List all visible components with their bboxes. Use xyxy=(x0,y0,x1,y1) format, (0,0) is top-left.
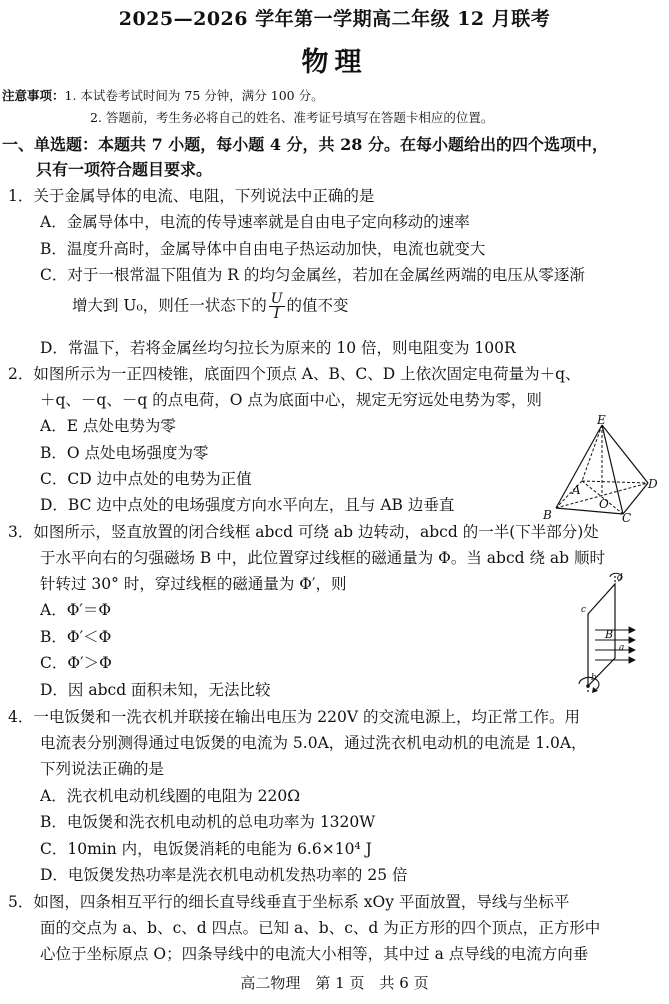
q4-stem-line-2: 电流表分别测得通过电饭煲的电流为 5.0A，通过洗衣机电动机的电流是 1.0A， xyxy=(40,734,587,752)
fraction-denominator: I xyxy=(273,306,280,322)
q3-stem-line-3: 针转过 30° 时，穿过线框的磁通量为 Φ′，则 xyxy=(40,575,347,593)
q2-option-c: C．CD 边中点处的电势为正值 xyxy=(40,470,252,488)
notice-label: 注意事项： xyxy=(2,88,65,103)
page-footer: 高二物理 第 1 页 共 6 页 xyxy=(240,974,429,992)
label-c: C xyxy=(622,511,632,523)
q3-option-d: D．因 abcd 面积未知，无法比较 xyxy=(40,681,271,699)
q1-option-d: D．常温下，若将金属丝均匀拉长为原来的 10 倍，则电阻变为 100R xyxy=(40,339,516,357)
q4-option-b: B．电饭煲和洗衣机电动机的总电功率为 1320W xyxy=(40,813,376,831)
label-a: a xyxy=(619,643,625,653)
section-heading-line-2: 只有一项符合题目要求。 xyxy=(36,160,213,179)
q4-stem-line-3: 下列说法正确的是 xyxy=(40,760,165,778)
label-a: A xyxy=(572,483,581,497)
exam-title: 2025—2026 学年第一学期高二年级 12 月联考 xyxy=(118,8,551,30)
pyramid-figure xyxy=(535,415,660,523)
q4-option-a: A．洗衣机电动机线圈的电阻为 220Ω xyxy=(40,787,301,805)
edge-ea-hidden xyxy=(582,425,602,481)
q1-stem: 1．关于金属导体的电流、电阻，下列说法中正确的是 xyxy=(8,187,375,205)
q3-stem-line-2: 于水平向右的匀强磁场 B 中，此位置穿过线框的磁通量为 Φ。当 abcd 绕 ab 顺时 xyxy=(40,549,606,567)
q1-option-b: B．温度升高时，金属导体中自由电子热运动加快，电流也就变大 xyxy=(40,240,486,258)
q3-option-a: A．Φ′＝Φ xyxy=(40,601,112,619)
q5-stem-line-1: 5．如图，四条相互平行的细长直导线垂直于坐标系 xOy 平面放置，导线与坐标平 xyxy=(8,893,570,911)
section-heading-line-1: 一、单选题：本题共 7 小题，每小题 4 分，共 28 分。在每小题给出的四个选项中， xyxy=(2,135,608,154)
q1-option-c-line-2 xyxy=(72,292,349,321)
label-c: c xyxy=(581,605,587,615)
loop-field-figure xyxy=(565,572,660,694)
q3-option-b: B．Φ′＜Φ xyxy=(40,628,112,646)
label-e: E xyxy=(597,415,606,427)
q4-option-c: C．10min 内，电饭煲消耗的电能为 6.6×10⁴ J xyxy=(40,840,372,858)
q2-option-d: D．BC 边中点处的电场强度方向水平向左，且与 AB 边垂直 xyxy=(40,496,455,514)
q2-stem-line-1: 2．如图所示为一正四棱锥，底面四个顶点 A、B、C、D 上依次固定电荷量为＋q、 xyxy=(8,365,581,383)
q5-stem-line-2: 面的交点为 a、b、c、d 四点。已知 a、b、c、d 为正方形的四个顶点，正方形中 xyxy=(40,919,601,937)
q1-option-c-line-1: C．对于一根常温下阻值为 R 的均匀金属丝，若加在金属丝两端的电压从零逐渐 xyxy=(40,266,585,284)
q4-option-d: D．电饭煲发热功率是洗衣机电动机发热功率的 25 倍 xyxy=(40,866,408,884)
subject-title: 物理 xyxy=(301,47,368,78)
q1-option-c-text-a: 增大到 U₀，则任一状态下的 xyxy=(72,296,267,315)
label-d: d xyxy=(617,573,623,583)
q3-stem-line-1: 3．如图所示，竖直放置的闭合线框 abcd 可绕 ab 边转动，abcd 的一半(下半部分)处 xyxy=(8,523,599,541)
notice-line-1 xyxy=(2,86,324,104)
q1-option-c-text-b: 的值不变 xyxy=(286,296,349,315)
q2-option-a: A．E 点处电势为零 xyxy=(40,417,176,435)
notice-item-2: 2. 答题前，考生务必将自己的姓名、准考证号填写在答题卡相应的位置。 xyxy=(90,110,494,125)
label-d: D xyxy=(648,477,658,491)
label-b: B xyxy=(543,508,552,522)
q3-option-c: C．Φ′＞Φ xyxy=(40,654,112,672)
q2-option-b: B．O 点处电场强度为零 xyxy=(40,444,209,462)
label-b: b xyxy=(591,673,597,683)
u-over-i-fraction xyxy=(269,292,285,321)
q4-stem-line-1: 4．一电饭煲和一洗衣机并联接在输出电压为 220V 的交流电源上，均正常工作。用 xyxy=(8,708,580,726)
fraction-numerator: U xyxy=(270,291,283,307)
q2-stem-line-2: ＋q、－q、－q 的点电荷，O 点为底面中心，规定无穷远处电势为零，则 xyxy=(40,391,542,409)
edge-cd xyxy=(623,483,648,514)
rotation-arrow-bottom-icon xyxy=(579,677,599,693)
label-o: O xyxy=(599,497,609,511)
q5-stem-line-3: 心位于坐标原点 O；四条导线中的电流大小相等，其中过 a 点导线的电流方向垂 xyxy=(40,945,589,963)
edge-bc xyxy=(556,508,623,514)
label-field-b: B xyxy=(605,628,614,641)
q1-option-a: A．金属导体中，电流的传导速率就是自由电子定向移动的速率 xyxy=(40,213,470,231)
notice-item-1: 1. 本试卷考试时间为 75 分钟，满分 100 分。 xyxy=(64,88,324,103)
